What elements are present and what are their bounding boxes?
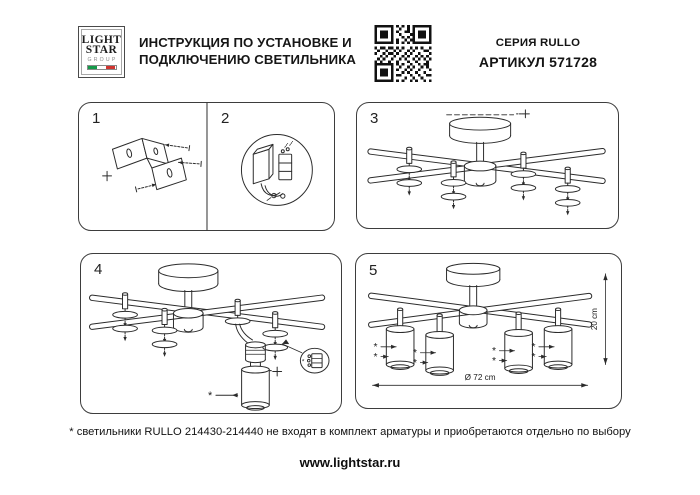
canopy: [450, 117, 511, 143]
canopy: [159, 264, 218, 292]
hub: [173, 309, 203, 333]
qr-code-icon: [374, 25, 432, 82]
page-title-line1: ИНСТРУКЦИЯ ПО УСТАНОВКЕ И: [139, 35, 352, 50]
lightstar-logo: [78, 26, 125, 78]
ceiling-bracket-dashed: [447, 110, 530, 118]
product-info: [452, 37, 624, 70]
step-number-5: 5: [369, 262, 378, 279]
canopy: [447, 263, 500, 286]
shade-cylinder: [242, 366, 270, 410]
panel-step-4: [80, 253, 342, 414]
article-label: АРТИКУЛ 571728: [478, 54, 598, 70]
step-number-4: 4: [94, 261, 103, 278]
flag-green: [88, 66, 97, 69]
flag-white: [97, 66, 106, 69]
diameter-dimension: [373, 373, 588, 388]
panel-step-3: [356, 102, 619, 229]
qr-code-graphic: [374, 25, 432, 82]
logo-word-light: LIGHT: [81, 33, 122, 46]
terminal-detail-callout: [282, 339, 329, 373]
series-label: СЕРИЯ RULLO: [495, 37, 581, 49]
hub: [464, 161, 495, 186]
step-number-1: 1: [92, 110, 101, 127]
italian-flag-stripe: [87, 65, 117, 70]
frame-mounting-drawing: [357, 103, 618, 228]
flag-red: [106, 66, 115, 69]
lamp-socket: [246, 342, 266, 367]
step-number-2: 2: [221, 110, 230, 127]
steps-1-2-drawing: [79, 103, 334, 230]
shade-cylinder: [426, 314, 454, 376]
asterisk-marker: *: [208, 390, 213, 403]
page-title-line2: ПОДКЛЮЧЕНИЮ СВЕТИЛЬНИКА: [139, 51, 356, 67]
footnote: * светильники RULLO 214430-214440 не входят в комплект арматуры и приобретаются отдельно по выбору: [69, 426, 631, 438]
height-dimension-label: 20 cm: [590, 308, 600, 331]
assembled-fixture-drawing: [356, 254, 621, 408]
asterisk-marker: *: [301, 358, 305, 366]
height-dimension: [590, 274, 608, 365]
panel-step-5: [355, 253, 622, 409]
shade-cylinder: [505, 312, 533, 374]
shade-install-drawing: [81, 254, 341, 413]
website-url: www.lightstar.ru: [299, 455, 401, 470]
page-title: [139, 35, 356, 68]
logo-word-star: STAR: [85, 44, 118, 56]
panel-steps-1-2: [78, 102, 335, 231]
lightstar-logo-frame: [81, 29, 122, 75]
wiring-detail-drawing: [241, 135, 312, 206]
hub: [459, 306, 487, 328]
mounting-bracket-drawing: [103, 138, 202, 191]
shade-pointer: [208, 390, 238, 402]
diameter-dimension-label: Ø 72 cm: [464, 372, 496, 382]
logo-word-group: GROUP: [87, 57, 118, 63]
step-number-3: 3: [370, 110, 379, 127]
